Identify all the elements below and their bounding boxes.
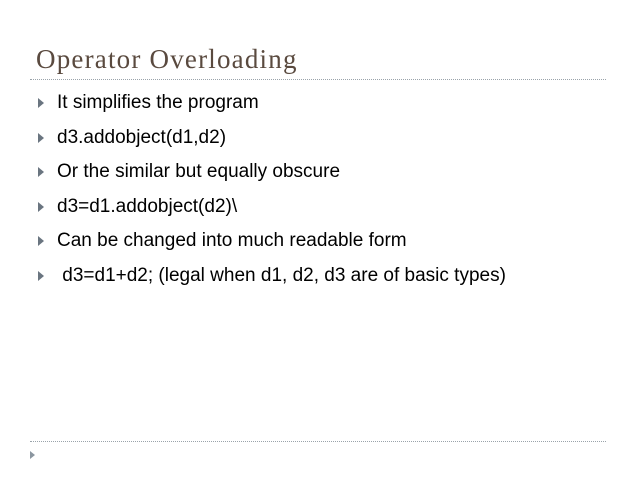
bullet-list (36, 92, 536, 299)
bullet-item (36, 92, 536, 114)
title-divider (30, 79, 606, 80)
slide-title: Operator Overloading (36, 44, 298, 74)
triangle-bullet-icon (38, 167, 44, 177)
bullet-text: Can be changed into much readable form (57, 230, 407, 251)
footer-divider (30, 441, 606, 442)
bullet-item (36, 230, 536, 252)
bullet-item (36, 127, 536, 149)
bullet-text: Or the similar but equally obscure (57, 161, 341, 182)
bullet-item (36, 161, 536, 183)
bullet-item (36, 196, 536, 218)
bullet-text: d3.addobject(d1,d2) (57, 126, 227, 148)
bullet-item (36, 265, 536, 287)
triangle-bullet-icon (38, 133, 44, 143)
bullet-text: It simplifies the program (57, 92, 259, 113)
bullet-text: d3=d1+d2; (legal when d1, d2, d3 are of basic types) (57, 264, 506, 286)
triangle-bullet-icon (38, 236, 44, 246)
bullet-text: d3=d1.addobject(d2)\ (57, 195, 238, 217)
corner-triangle-icon (30, 451, 35, 459)
triangle-bullet-icon (38, 98, 44, 108)
triangle-bullet-icon (38, 202, 44, 212)
triangle-bullet-icon (38, 271, 44, 281)
